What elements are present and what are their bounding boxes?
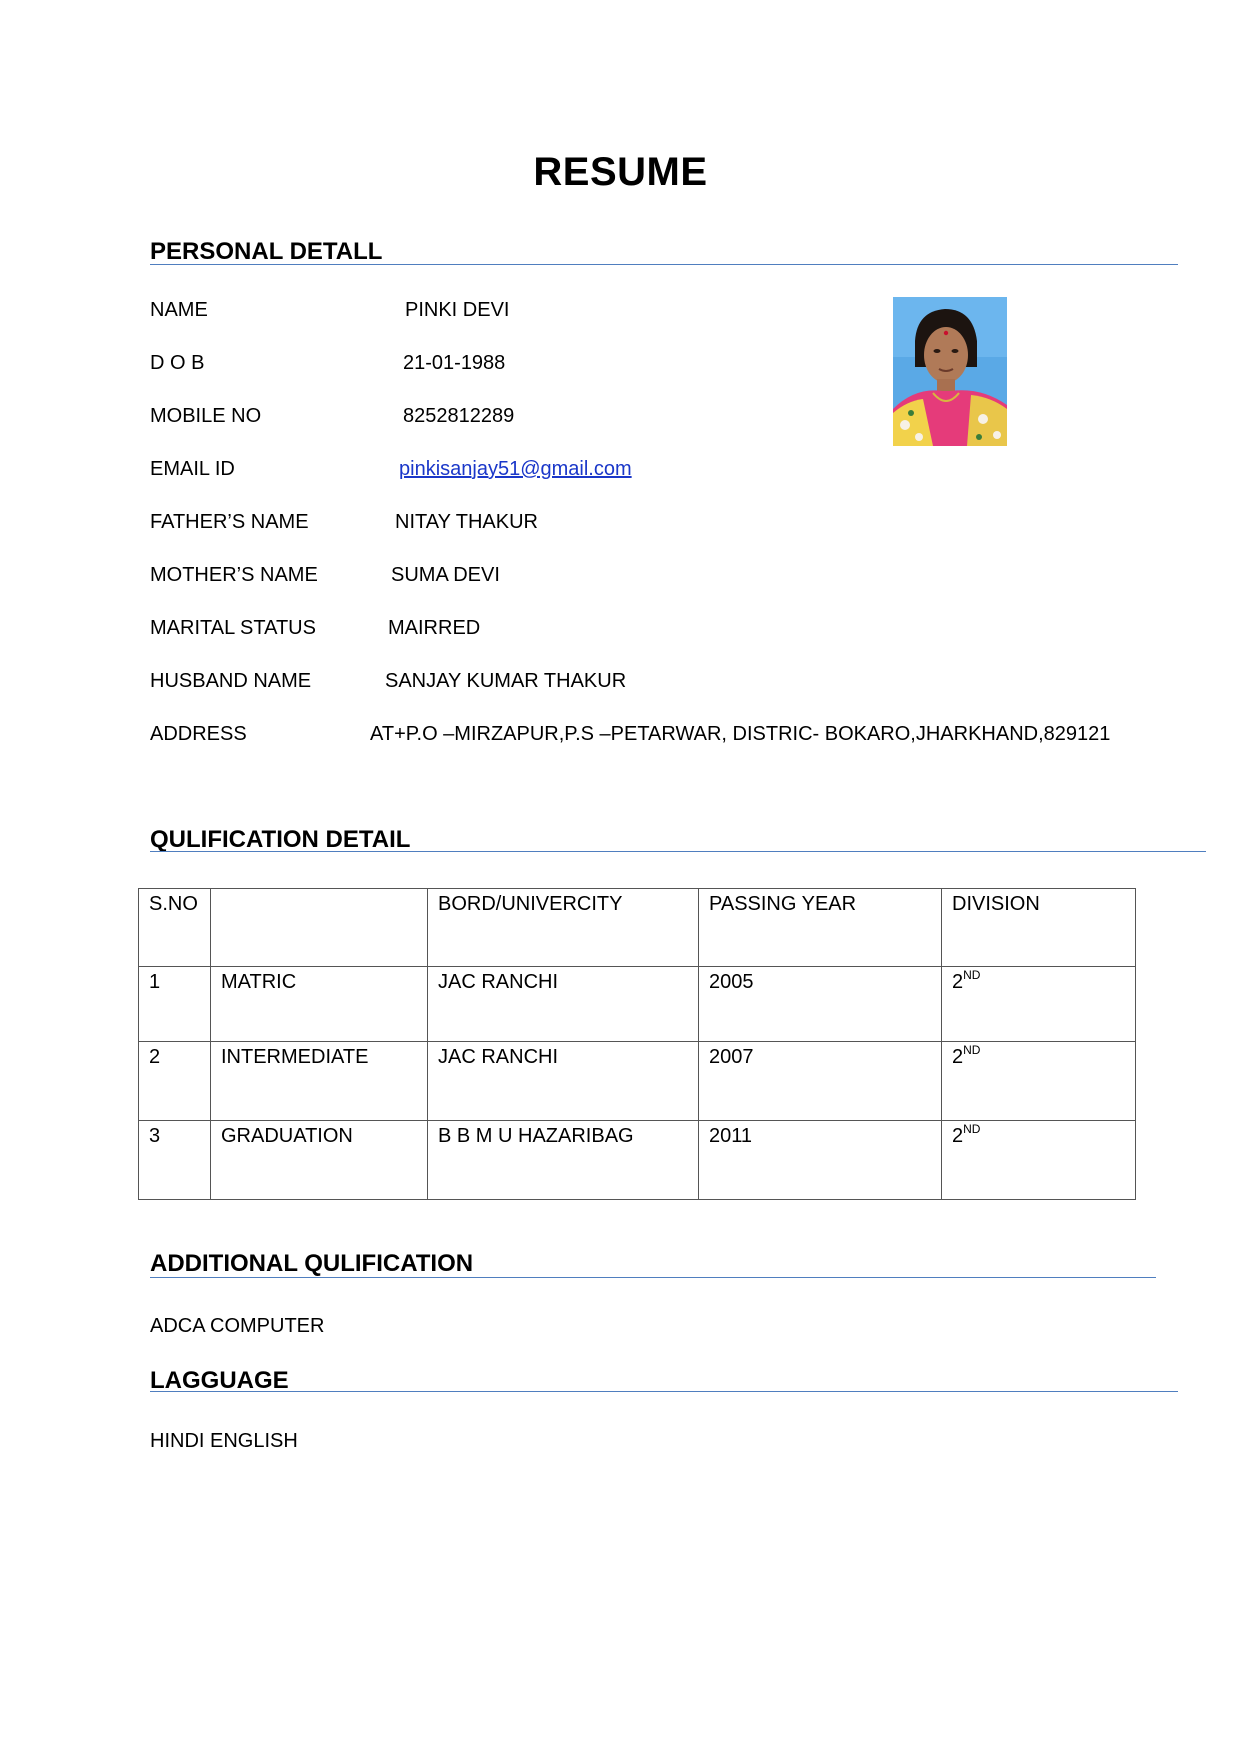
mother-name-value: SUMA DEVI	[391, 564, 500, 586]
board-cell: JAC RANCHI	[428, 967, 699, 1042]
marital-status-label: MARITAL STATUS	[150, 617, 316, 639]
section-divider	[150, 264, 1178, 265]
column-header-board: BORD/UNIVERCITY	[428, 889, 699, 967]
board-cell: B B M U HAZARIBAG	[428, 1121, 699, 1200]
year-cell: 2007	[699, 1042, 942, 1121]
exam-cell: GRADUATION	[211, 1121, 428, 1200]
column-header-year: PASSING YEAR	[699, 889, 942, 967]
page-title: RESUME	[533, 150, 708, 194]
section-divider	[150, 1391, 1178, 1392]
dob-label: D O B	[150, 352, 205, 374]
year-cell: 2005	[699, 967, 942, 1042]
father-name-label: FATHER’S NAME	[150, 511, 309, 533]
division-value: 2	[952, 1125, 964, 1147]
additional-qualification-text: ADCA COMPUTER	[150, 1315, 325, 1337]
sno-cell: 3	[139, 1121, 211, 1200]
profile-photo	[893, 297, 1007, 446]
dob-value: 21-01-1988	[403, 352, 506, 374]
additional-qualification-heading: ADDITIONAL QULIFICATION	[150, 1250, 474, 1277]
division-cell	[942, 1121, 1136, 1200]
exam-cell: INTERMEDIATE	[211, 1042, 428, 1121]
table-row	[139, 967, 1136, 1042]
year-cell: 2011	[699, 1121, 942, 1200]
column-header-division: DIVISION	[942, 889, 1136, 967]
division-value: 2	[952, 971, 964, 993]
division-value: 2	[952, 1046, 964, 1068]
mother-name-label: MOTHER’S NAME	[150, 564, 318, 586]
language-text: HINDI ENGLISH	[150, 1430, 298, 1452]
language-heading: LAGGUAGE	[150, 1367, 289, 1394]
email-label: EMAIL ID	[150, 458, 235, 480]
table-header-row	[139, 889, 1136, 967]
column-header-sno: S.NO	[139, 889, 211, 967]
section-divider	[150, 1277, 1156, 1278]
marital-status-value: MAIRRED	[388, 617, 481, 639]
division-suffix: ND	[963, 968, 981, 982]
father-name-value: NITAY THAKUR	[395, 511, 538, 533]
sno-cell: 1	[139, 967, 211, 1042]
name-value: PINKI DEVI	[405, 299, 510, 321]
husband-name-label: HUSBAND NAME	[150, 670, 312, 692]
division-cell	[942, 1042, 1136, 1121]
name-label: NAME	[150, 299, 208, 321]
address-label: ADDRESS	[150, 723, 247, 745]
column-header-exam	[211, 889, 428, 967]
personal-detail-heading: PERSONAL DETALL	[150, 238, 383, 265]
exam-cell: MATRIC	[211, 967, 428, 1042]
division-suffix: ND	[963, 1043, 981, 1057]
table-row	[139, 1121, 1136, 1200]
sno-cell: 2	[139, 1042, 211, 1121]
division-cell	[942, 967, 1136, 1042]
table-row	[139, 1042, 1136, 1121]
mobile-value: 8252812289	[403, 405, 515, 427]
division-suffix: ND	[963, 1122, 981, 1136]
address-value: AT+P.O –MIRZAPUR,P.S –PETARWAR, DISTRIC- BOKARO,JHARKHAND,829121	[370, 723, 1111, 745]
email-link[interactable]: pinkisanjay51@gmail.com	[399, 458, 632, 480]
section-divider	[150, 851, 1206, 852]
qualification-table	[138, 888, 1136, 1200]
mobile-label: MOBILE NO	[150, 405, 262, 427]
board-cell: JAC RANCHI	[428, 1042, 699, 1121]
husband-name-value: SANJAY KUMAR THAKUR	[385, 670, 627, 692]
qualification-heading: QULIFICATION DETAIL	[150, 826, 411, 853]
